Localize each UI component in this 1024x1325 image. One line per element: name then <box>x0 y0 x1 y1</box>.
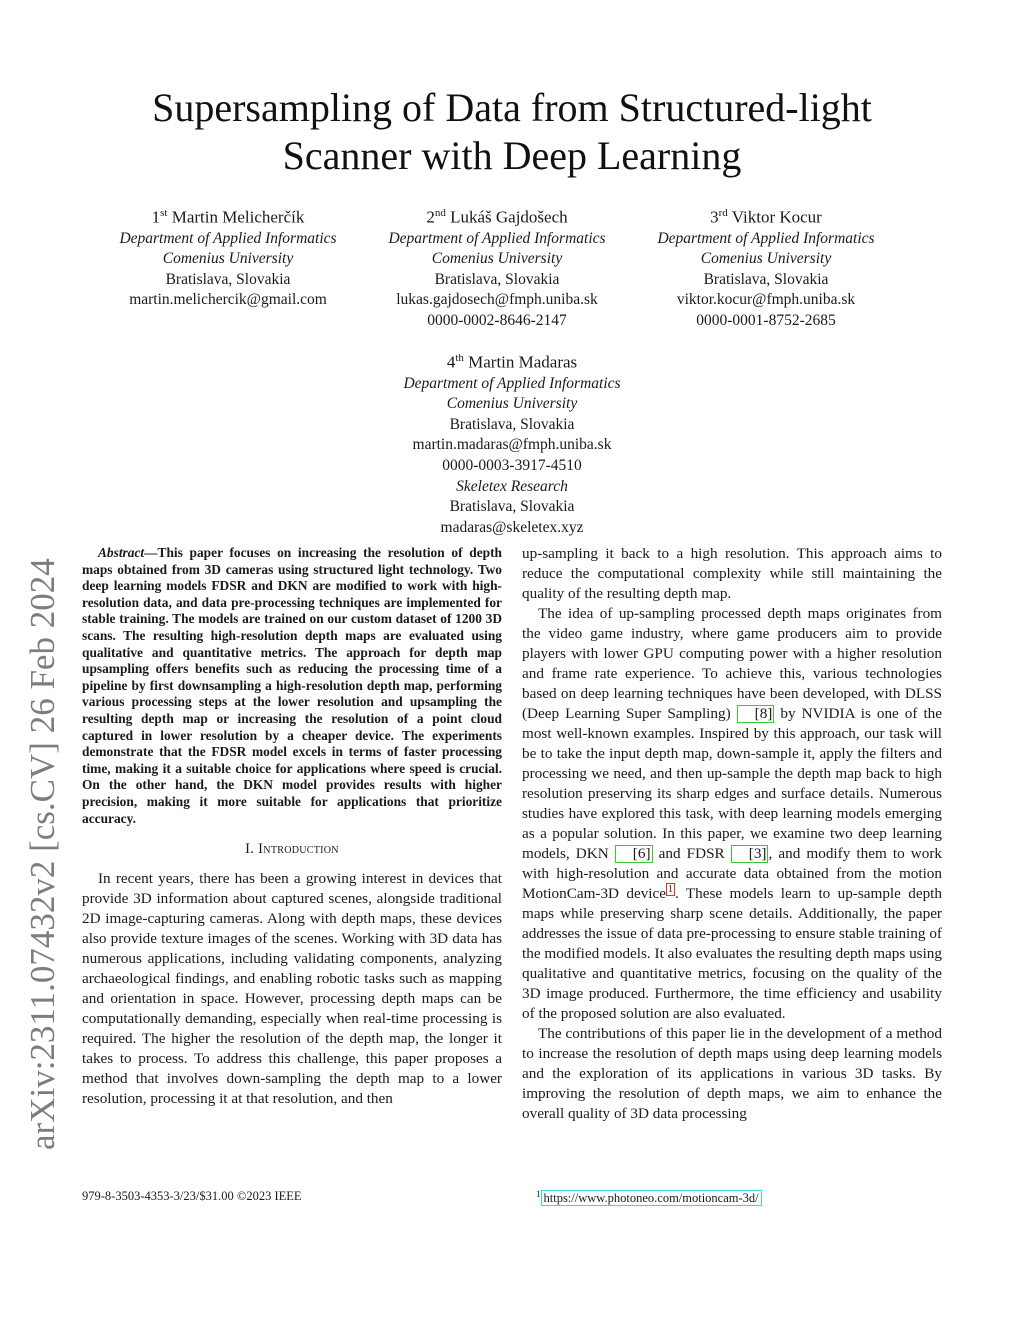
author-block-2 <box>367 202 627 332</box>
author-name: 4th Martin Madaras <box>446 352 578 372</box>
right-paragraph-1: The idea of up-sampling processed depth maps originates from the video game industry, where game producers aim to provide players with lower GPU computing power with a higher resolution and frame rate experience. To achieve this, various technologies based on deep learning techniques have been developed, with DLSS (Deep Learning Super Sampling) [8] by NVIDIA is one of the most well-known examples. Inspired by this approach, our task will be to take the input depth map, down-sample it, apply the filters and processing we need, and then up-sample the depth map back to high resolution preserving its sharp edges and surface details. Numerous studies have explored this task, with deep learning models emerging as a popular solution. In this paper, we examine two deep learning models, DKN [6] and FDSR [3] , and modify them to work with high-resolution and accurate data obtained from the motion MotionCam-3D device $^1$ . These models learn to up-sample depth maps while preserving sharp scene details. Additionally, the paper addresses the issue of data pre-processing to ensure stable training of the modified models. It also evaluates the resulting depth maps using qualitative and quantitative metrics, focusing on the quality of the 3D image produced. Furthermore, the time efficiency and usability of the proposed solution are also evaluated. <box>522 605 943 1022</box>
citation-link-8[interactable]: [8] <box>737 705 775 723</box>
author-name: 3rd Viktor Kocur <box>710 207 822 227</box>
author-city-2: Bratislava, Slovakia <box>449 498 575 516</box>
footnote-url-link[interactable]: https://www.photoneo.com/motioncam-3d/ <box>541 1190 762 1206</box>
author-orcid: 0000-0003-3917-4510 <box>442 457 582 475</box>
intro-paragraph-1: In recent years, there has been a growing interest in devices that provide 3D information about captured scenes, alongside traditional 2D image-capturing cameras. Along with depth maps, these devices also provide texture images of the scenes. Working with 3D data has numerous applications, including validating components, analyzing archaeological findings, and enabling robotic tasks such as mapping and orientation in space. However, processing depth maps can be computationally demanding, especially when real-time processing is required. The higher the resolution of the depth map, the longer it takes to process. To address this challenge, this paper proposes a method that involves down-sampling the depth map to a lower resolution, processing it at that resolution, and then <box>82 870 502 1108</box>
title-line-1: Supersampling of Data from Structured-light <box>152 85 872 130</box>
section-heading: I. Introduction <box>245 841 339 858</box>
author-block-1 <box>98 202 358 311</box>
right-column <box>522 544 942 1124</box>
author-department: Department of Applied Informatics <box>119 229 337 247</box>
right-paragraph-0: up-sampling it back to a high resolution. This approach aims to reduce the computational complexity while still maintaining the quality of the resulting depth map. <box>522 545 942 602</box>
author-university: Comenius University <box>446 395 578 413</box>
author-email-2: madaras@skeletex.xyz <box>440 518 584 536</box>
author-block-4 <box>382 347 642 538</box>
author-email: martin.madaras@fmph.uniba.sk <box>412 436 612 454</box>
arxiv-identifier: arXiv:2311.07432v2 [cs.CV] 26 Feb 2024 <box>23 558 62 1150</box>
author-city: Bratislava, Slovakia <box>703 270 829 288</box>
citation-link-3[interactable]: [3] <box>731 845 769 863</box>
author-email: viktor.kocur@fmph.uniba.sk <box>676 291 856 309</box>
author-email: martin.melichercik@gmail.com <box>129 291 327 309</box>
author-orcid: 0000-0001-8752-2685 <box>696 312 836 330</box>
citation-link-6[interactable]: [6] <box>615 845 653 863</box>
abstract <box>82 545 502 827</box>
abstract-text: —This paper focuses on increasing the resolution of depth maps obtained from 3D cameras using structured light technology. Two deep learning models FDSR and DKN are modified to work with high-resolution data, and data pre-processing techniques are implemented for stable training. The models are trained on our custom dataset of 1200 3D scans. The resulting high-resolution depth maps are evaluated using qualitative and quantitative metrics. The approach for depth map upsampling offers benefits such as reducing the processing time of a pipeline by first downsampling a high-resolution depth map, performing various processing steps at the lower resolution and upsampling the resulting depth map or increasing the resolution of a point cloud captured in lower resolution by a cheaper device. The experiments demonstrate that the FDSR model excels in terms of faster processing time, making it a suitable choice for applications where speed is crucial. On the other hand, the DKN model provides results with higher precision, making it more suitable for applications that prioritize accuracy. <box>82 545 502 826</box>
author-city: Bratislava, Slovakia <box>434 270 560 288</box>
title-line-2: Scanner with Deep Learning <box>282 133 742 178</box>
paper-title <box>80 84 944 180</box>
author-university: Comenius University <box>162 250 294 268</box>
author-university: Comenius University <box>431 250 563 268</box>
author-department: Department of Applied Informatics <box>657 229 875 247</box>
left-column <box>82 545 502 1109</box>
author-email: lukas.gajdosech@fmph.uniba.sk <box>396 291 598 309</box>
author-city: Bratislava, Slovakia <box>449 415 575 433</box>
author-name: 2nd Lukáš Gajdošech <box>426 207 568 227</box>
right-paragraph-2: The contributions of this paper lie in the development of a method to increase the resolution of depth maps using deep learning models and the exploration of its applications in various 3D tasks. By improving the resolution of depth maps, we aim to enhance the overall quality of 3D data processing <box>522 1025 942 1122</box>
author-department: Department of Applied Informatics <box>388 229 606 247</box>
author-block-3 <box>636 202 896 332</box>
author-affiliation-2: Skeletex Research <box>456 477 568 495</box>
footnote <box>536 1186 762 1206</box>
footnote-number: 1 <box>536 1189 541 1199</box>
author-department: Department of Applied Informatics <box>403 374 621 392</box>
footnote-link[interactable]: 1 <box>668 883 674 895</box>
author-university: Comenius University <box>700 250 832 268</box>
author-orcid: 0000-0002-8646-2147 <box>427 312 567 330</box>
abstract-label: Abstract <box>98 545 145 560</box>
copyright-notice: 979-8-3503-4353-3/23/$31.00 ©2023 IEEE <box>82 1189 302 1203</box>
author-name: 1st Martin Melicherčík <box>151 207 305 227</box>
author-city: Bratislava, Slovakia <box>165 270 291 288</box>
